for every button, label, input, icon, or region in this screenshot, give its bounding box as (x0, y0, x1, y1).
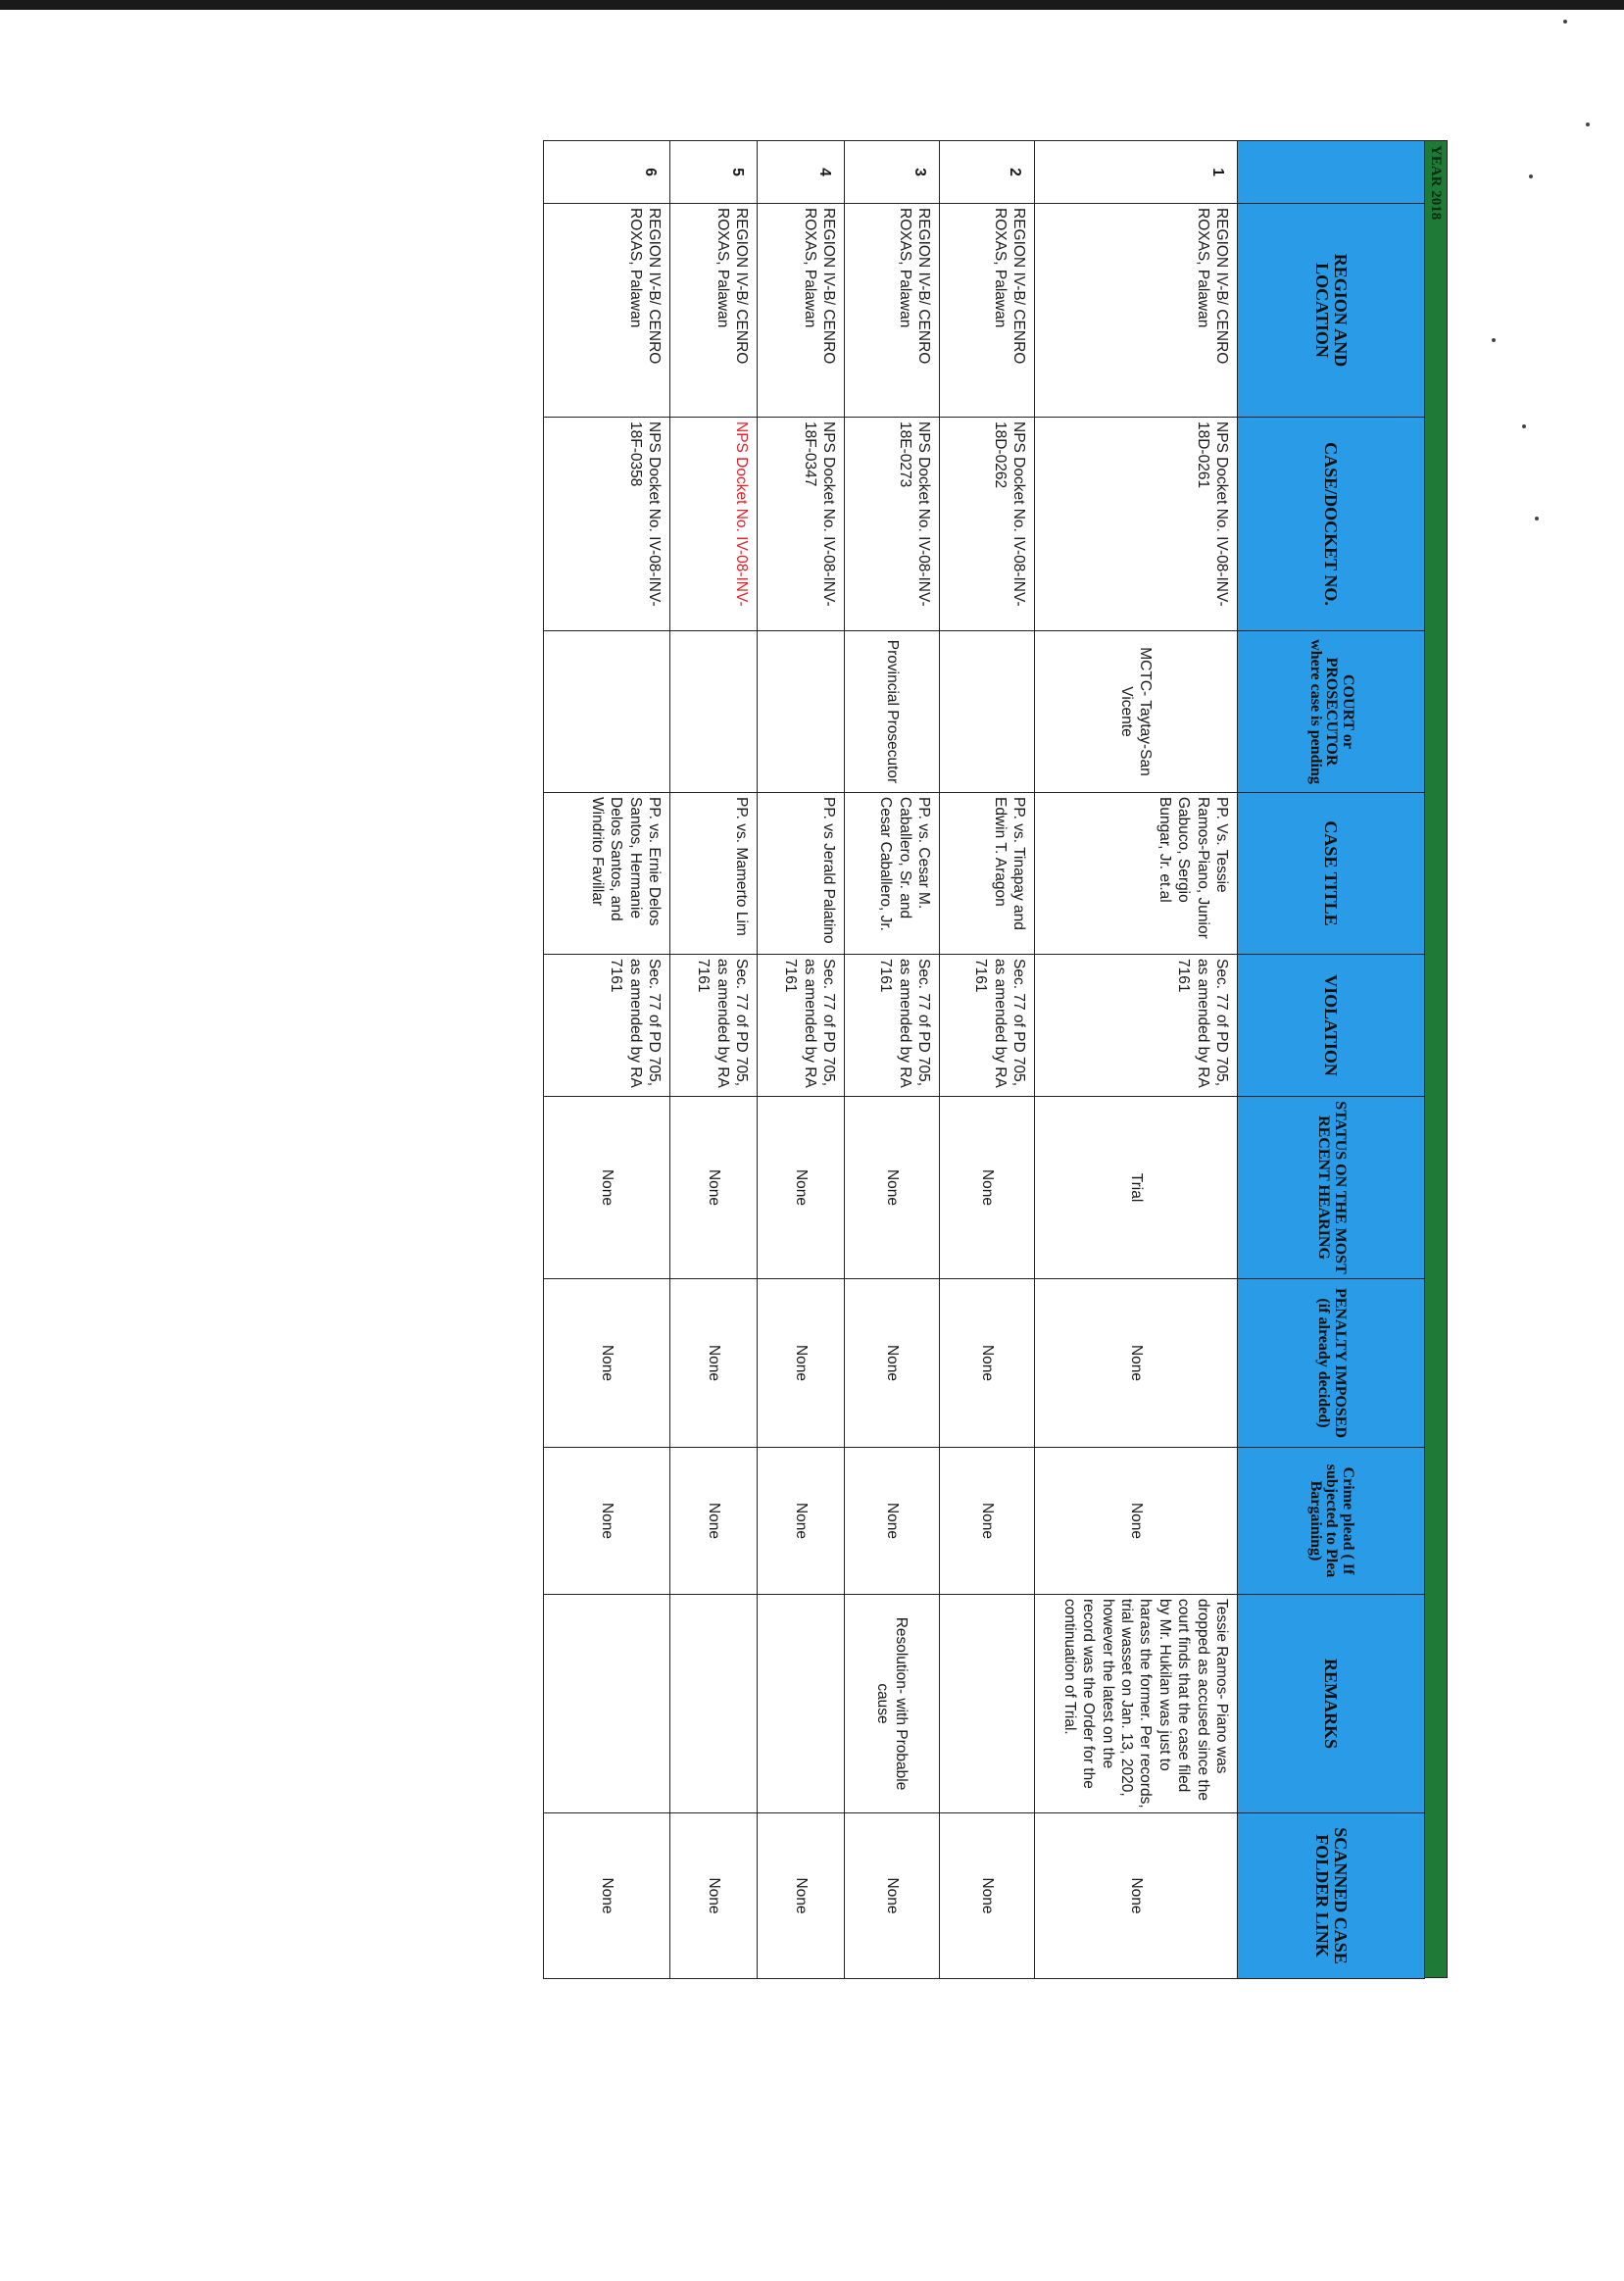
region-cell: REGION IV-B/ CENRO ROXAS, Palawan (940, 204, 1035, 418)
remarks-cell (758, 1595, 845, 1813)
court-cell (670, 631, 758, 793)
case-table-sheet (394, 140, 1448, 1978)
docket-cell: NPS Docket No. IV-08-INV-18F-0347 (758, 418, 845, 631)
case-title-cell: PP. vs. Cesar M. Caballero, Sr. and Cesar Caballero, Jr. (845, 793, 940, 955)
status-cell: None (670, 1097, 758, 1279)
remarks-cell: Tessie Ramos- Piano was dropped as accused since the court finds that the case filed by Mr. Hukilan was just to harass the former. Per records, trial wasset on Jan. 13, 2020, however the latest on the record was the Order for the continuation of Trial. (1035, 1595, 1238, 1813)
crime-plead-cell: None (1035, 1448, 1238, 1595)
status-cell: Trial (1035, 1097, 1238, 1279)
court-cell: Provincial Prosecutor (845, 631, 940, 793)
court-cell (940, 631, 1035, 793)
scan-speck (1535, 517, 1539, 521)
table-row (758, 141, 845, 1979)
row-number: 5 (670, 141, 758, 204)
table-row (544, 141, 670, 1979)
case-title-cell: PP. vs. Ernie Delos Santos, Hermanie Delos Santos, and Windrito Favillar (544, 793, 670, 955)
scan-speck (1586, 123, 1590, 126)
header-status: STATUS ON THE MOST RECENT HEARING (1238, 1097, 1425, 1279)
status-cell: None (940, 1097, 1035, 1279)
row-number: 4 (758, 141, 845, 204)
row-number: 6 (544, 141, 670, 204)
scan-speck (1563, 20, 1567, 24)
penalty-cell: None (758, 1279, 845, 1448)
row-number: 3 (845, 141, 940, 204)
penalty-cell: None (845, 1279, 940, 1448)
remarks-cell (544, 1595, 670, 1813)
region-cell: REGION IV-B/ CENRO ROXAS, Palawan (1035, 204, 1238, 418)
court-cell (758, 631, 845, 793)
header-court: COURT or PROSECUTOR where case is pending (1238, 631, 1425, 793)
region-cell: REGION IV-B/ CENRO ROXAS, Palawan (670, 204, 758, 418)
violation-cell: Sec. 77 of PD 705, as amended by RA 7161 (758, 955, 845, 1097)
table-row (1035, 141, 1238, 1979)
region-cell: REGION IV-B/ CENRO ROXAS, Palawan (544, 204, 670, 418)
scan-speck (1522, 424, 1526, 428)
crime-plead-cell: None (670, 1448, 758, 1595)
header-penalty: PENALTY IMPOSED (if already decided) (1238, 1279, 1425, 1448)
status-cell: None (845, 1097, 940, 1279)
region-cell: REGION IV-B/ CENRO ROXAS, Palawan (758, 204, 845, 418)
scan-top-edge (0, 0, 1624, 10)
docket-cell: NPS Docket No. IV-08-INV-18D-0262 (940, 418, 1035, 631)
case-title-cell: PP. vs Jerald Palatino (758, 793, 845, 955)
scanned-link-cell: None (544, 1813, 670, 1979)
violation-cell: Sec. 77 of PD 705, as amended by RA 7161 (845, 955, 940, 1097)
penalty-cell: None (670, 1279, 758, 1448)
scanned-link-cell: None (1035, 1813, 1238, 1979)
scanned-link-cell: None (670, 1813, 758, 1979)
court-cell (544, 631, 670, 793)
docket-cell: NPS Docket No. IV-08-INV- (670, 418, 758, 631)
header-violation: VIOLATION (1238, 955, 1425, 1097)
header-remarks: REMARKS (1238, 1595, 1425, 1813)
crime-plead-cell: None (758, 1448, 845, 1595)
docket-cell: NPS Docket No. IV-08-INV-18E-0273 (845, 418, 940, 631)
penalty-cell: None (1035, 1279, 1238, 1448)
crime-plead-cell: None (845, 1448, 940, 1595)
penalty-cell: None (940, 1279, 1035, 1448)
case-title-cell: PP. vs. Tinapay and Edwin T. Aragon (940, 793, 1035, 955)
remarks-cell: Resolution- with Probable cause (845, 1595, 940, 1813)
header-number (1238, 141, 1425, 204)
header-docket: CASE/DOCKET NO. (1238, 418, 1425, 631)
docket-cell: NPS Docket No. IV-08-INV-18F-0358 (544, 418, 670, 631)
header-row (1238, 141, 1425, 1979)
scan-speck (1529, 174, 1533, 178)
scanned-link-cell: None (758, 1813, 845, 1979)
table-row (670, 141, 758, 1979)
year-label: YEAR 2018 (1425, 140, 1448, 1978)
row-number: 2 (940, 141, 1035, 204)
docket-cell: NPS Docket No. IV-08-INV-18D-0261 (1035, 418, 1238, 631)
crime-plead-cell: None (544, 1448, 670, 1595)
violation-cell: Sec. 77 of PD 705, as amended by RA 7161 (670, 955, 758, 1097)
violation-cell: Sec. 77 of PD 705, as amended by RA 7161 (940, 955, 1035, 1097)
remarks-cell (940, 1595, 1035, 1813)
case-title-cell: PP. Vs. Tessie Ramos-Piano, Junior Gabuco, Sergio Bungar, Jr. et.al (1035, 793, 1238, 955)
header-crime-plead: Crime plead ( If subjected to Plea Bargaining) (1238, 1448, 1425, 1595)
case-table (543, 140, 1425, 1979)
table-row (845, 141, 940, 1979)
header-scanned-link: SCANNED CASE FOLDER LINK (1238, 1813, 1425, 1979)
header-region: REGION AND LOCATION (1238, 204, 1425, 418)
region-cell: REGION IV-B/ CENRO ROXAS, Palawan (845, 204, 940, 418)
scanned-link-cell: None (940, 1813, 1035, 1979)
status-cell: None (544, 1097, 670, 1279)
table-row (940, 141, 1035, 1979)
remarks-cell (670, 1595, 758, 1813)
penalty-cell: None (544, 1279, 670, 1448)
court-cell: MCTC- Taytay-San Vicente (1035, 631, 1238, 793)
crime-plead-cell: None (940, 1448, 1035, 1595)
violation-cell: Sec. 77 of PD 705, as amended by RA 7161 (544, 955, 670, 1097)
status-cell: None (758, 1097, 845, 1279)
scanned-link-cell: None (845, 1813, 940, 1979)
case-title-cell: PP. vs. Mamerto Lim (670, 793, 758, 955)
header-case-title: CASE TITLE (1238, 793, 1425, 955)
scan-speck (1492, 338, 1496, 342)
row-number: 1 (1035, 141, 1238, 204)
violation-cell: Sec. 77 of PD 705, as amended by RA 7161 (1035, 955, 1238, 1097)
